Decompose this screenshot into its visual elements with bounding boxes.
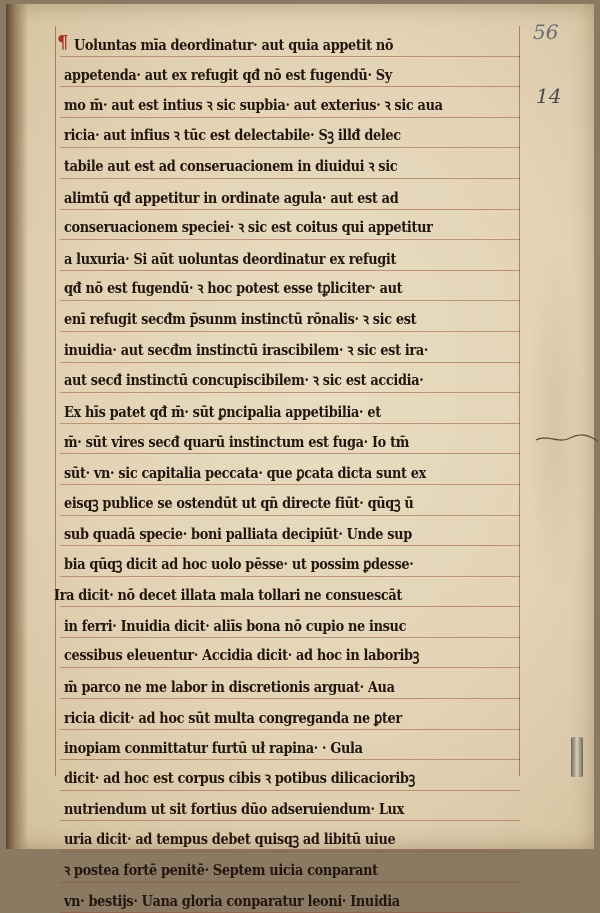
text-line (60, 485, 520, 516)
text-line (60, 699, 520, 730)
text-line (54, 577, 520, 608)
line-text: cessibus eleuentur· Accidia dicit· ad hoc in laboribꝫ (64, 646, 419, 665)
line-text: sūt· vn· sic capitalia peccata· que ꝑcata dicta sunt ex (64, 463, 426, 482)
margin-note: 14 (536, 84, 562, 108)
text-line (60, 668, 520, 699)
line-text: inuidia· aut secđm instinctū irascibilem· ꝛ sic est ira· (64, 340, 429, 359)
line-text: dicit· ad hoc est corpus cibis ꝛ potibus dilicacioribꝫ (64, 768, 415, 787)
line-text: ꝛ postea fortē penitē· Septem uicia conparant (64, 860, 378, 879)
line-text: ricia dicit· ad hoc sūt multa congreganda ne ꝑter (64, 708, 402, 727)
manuscript-page (6, 4, 594, 911)
text-line (60, 852, 520, 883)
text-line (60, 179, 520, 210)
bookmark-clip (571, 737, 583, 777)
line-text: conseruacionem speciei· ꝛ sic est coitus qui appetitur (64, 218, 433, 237)
text-line (60, 454, 520, 485)
line-text: nutriendum ut sit fortius dūo adseruiendum· Lux (64, 800, 404, 819)
text-line (60, 57, 520, 88)
line-text: Uoluntas mīa deordinatur· aut quia appetit nō (74, 35, 394, 54)
line-text: eisqꝫ publice se ostendūt ut qn̄ directe fiūt· qūqꝫ ū (64, 493, 414, 512)
line-text: Ex hīs patet qđ m̄· sūt ꝑncipalia appetibilia· et (64, 402, 381, 421)
text-line (60, 210, 520, 241)
text-line (60, 821, 520, 852)
line-text: sub quadā specie· boni palliata decipiūt· Unde sup (64, 525, 412, 544)
text-line (60, 148, 520, 179)
line-text: enī refugit secđm p̄sunm instinctū rōnalis· ꝛ sic est (64, 309, 417, 328)
margin-flourish-icon (534, 432, 600, 446)
text-line (60, 271, 520, 302)
folio-number: 56 (533, 20, 559, 44)
text-line (60, 301, 520, 332)
text-line (60, 546, 520, 577)
line-text: mo m̄· aut est intius ꝛ sic supbia· aut exterius· ꝛ sic aua (64, 95, 443, 114)
line-text: inopiam conmittatur furtū uł rapina· · Gula (64, 739, 363, 758)
text-line (60, 363, 520, 394)
line-text: in ferri· Inuidia dicit· aliīs bona nō cupio ne insuc (64, 616, 407, 635)
text-line (60, 240, 520, 271)
text-line (60, 424, 520, 455)
binding-gutter (6, 4, 28, 849)
text-line (60, 607, 520, 638)
text-line (60, 516, 520, 547)
line-text: ricia· aut infius ꝛ tūc est delectabile· Sꝫ illđ delec (64, 126, 401, 145)
text-line (60, 332, 520, 363)
text-block (54, 26, 520, 913)
text-line (60, 791, 520, 822)
text-line (60, 87, 520, 118)
text-line (60, 638, 520, 669)
line-text: uria dicit· ad tempus debet quisqꝫ ad libitū uiue (64, 830, 396, 849)
line-text: m̄· sūt vires secđ quarū instinctum est fuga· Io tm̄ (64, 433, 410, 452)
line-text: bia qūqꝫ dicit ad hoc uolo pēsse· ut possim ꝑdesse· (64, 554, 414, 573)
line-text: appetenda· aut ex refugit qđ nō est fugendū· Sy (64, 66, 392, 85)
text-line (60, 393, 520, 424)
text-line (60, 118, 520, 149)
line-text: m̄ parco ne me labor in discretionis arguat· Aua (64, 678, 395, 697)
text-line (60, 730, 520, 761)
line-text: Ira dicit· nō decet illata mala tollari ne consuescāt (54, 586, 403, 605)
line-text: alimtū qđ appetitur in ordinate agula· aut est ad (64, 188, 399, 207)
text-line (60, 883, 520, 913)
line-text: vn· bestijs· Uana gloria conparatur leoni· Inuidia (64, 892, 400, 911)
line-text: tabile aut est ad conseruacionem in diuidui ꝛ sic (64, 156, 398, 175)
line-text: qđ nō est fugendū· ꝛ hoc potest esse tꝑliciter· aut (64, 279, 403, 298)
text-line (57, 26, 520, 57)
ruling-frame-left (55, 26, 56, 776)
line-text: a luxuria· Si aūt uoluntas deordinatur ex refugit (64, 249, 397, 268)
parchment-stain (526, 244, 586, 604)
line-text: aut secđ instinctū concupiscibilem· ꝛ sic est accidia· (64, 371, 424, 390)
rubric-paragraph-icon: ¶ (57, 31, 69, 53)
text-line (60, 760, 520, 791)
